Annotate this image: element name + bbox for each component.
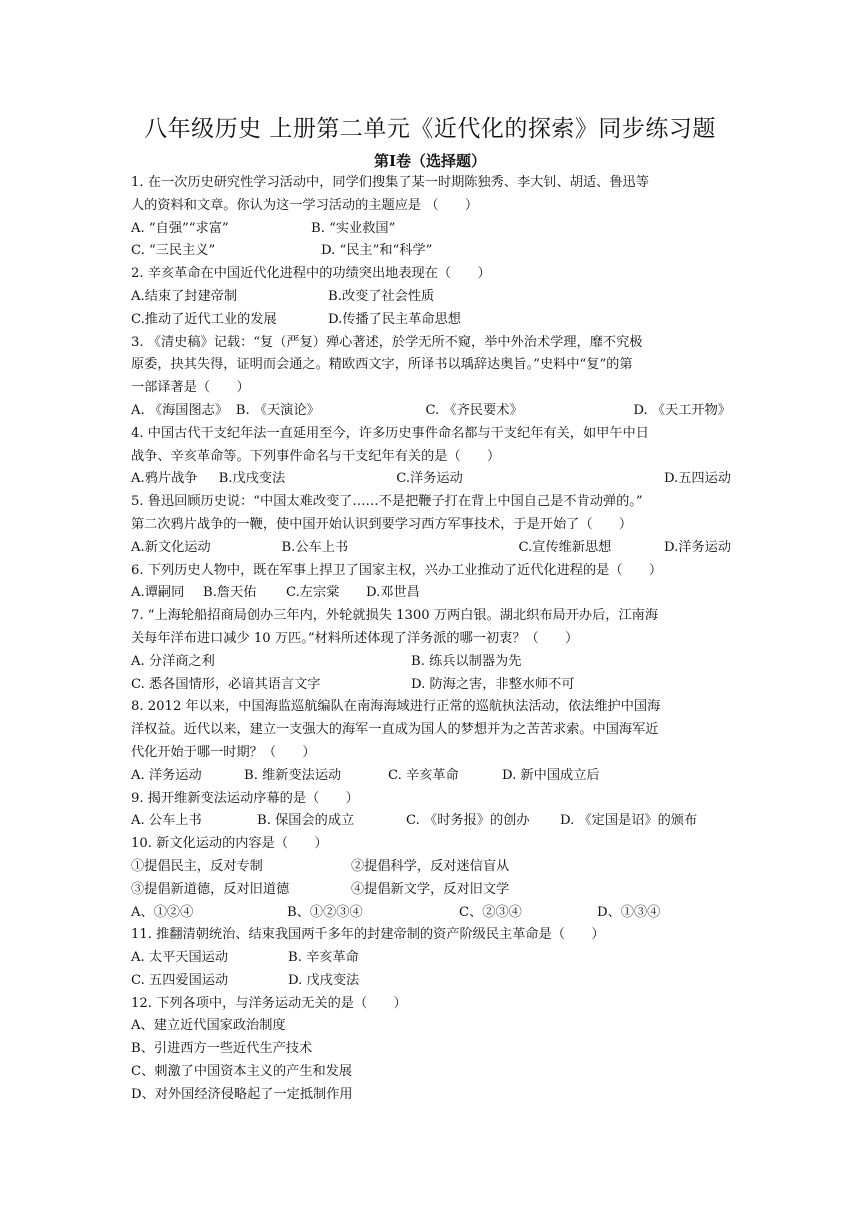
answer-option: B.改变了社会性质 <box>328 288 435 304</box>
option-row <box>131 674 731 697</box>
question-stem-line: 原委，抉其失得，证明而会通之。精欧西文字，所译书以瑀辞达奥旨。”史料中“复”的第 <box>131 357 633 373</box>
question-stem-line: 1. 在一次历史研究性学习活动中，同学们搜集了某一时期陈独秀、李大钊、胡适、鲁迅等 <box>131 175 649 190</box>
answer-option: B. “实业救国” <box>311 220 396 236</box>
question-stem-line: 洋权益。近代以来，建立一支强大的海军一直成为国人的梦想并为之苦苦求索。中国海军近 <box>131 722 659 738</box>
answer-option: A. 洋务运动 <box>131 767 202 783</box>
option-row <box>131 537 731 560</box>
answer-option: C. 《齐民要术》 <box>425 402 523 418</box>
answer-option: C. 辛亥革命 <box>388 767 459 783</box>
question-stem-line: 关每年洋布进口减少 10 万匹。”材料所述体现了洋务派的哪一初衷？（ ） <box>131 630 579 646</box>
question <box>131 491 731 559</box>
question <box>131 423 731 491</box>
answer-option: A、①②④ <box>131 904 194 920</box>
answer-option: D. “民主”和“科学” <box>321 243 433 259</box>
answer-option: C. 悉各国情形，必谙其语言文字 <box>131 676 321 692</box>
question-stem-line: 7. “上海轮船招商局创办三年内，外轮就损失 1300 万两白银。湖北织布局开办后，江南海 <box>131 608 659 624</box>
option-row <box>131 651 731 674</box>
question <box>131 605 731 696</box>
document-title: 八年级历史 上册第二单元《近代化的探索》同步练习题 <box>144 116 716 142</box>
question <box>131 332 731 423</box>
answer-option: D.传播了民主革命思想 <box>328 311 461 327</box>
answer-option: C、②③④ <box>459 904 522 920</box>
answer-option: C. 五四爱国运动 <box>131 972 229 988</box>
option-row <box>131 947 731 970</box>
question-stem-line: 11. 推翻清朝统治、结束我国两千多年的封建帝制的资产阶级民主革命是（ ） <box>131 927 605 943</box>
answer-option: ④提倡新文学，反对旧文学 <box>351 881 510 897</box>
answer-option: B. 练兵以制器为先 <box>411 653 522 669</box>
question-stem-line: 10. 新文化运动的内容是（ ） <box>131 836 328 852</box>
answer-option: C.洋务运动 <box>396 471 463 487</box>
question-stem-line: 一部译著是（ ） <box>131 380 250 396</box>
answer-option: A、建立近代国家政治制度 <box>131 1018 286 1034</box>
option-row <box>131 468 731 491</box>
question-stem-line: 3. 《清史稿》记载：“复（严复）殚心著述，於学无所不窥，举中外治术学理，靡不究极 <box>131 334 643 350</box>
answer-option: B.公车上书 <box>281 539 349 555</box>
option-row <box>131 879 731 902</box>
answer-option: D. 《天工开物》 <box>633 402 731 418</box>
answer-option: A.新文化运动 <box>131 539 211 555</box>
option-row <box>131 218 731 241</box>
answer-option: A. 太平天国运动 <box>131 950 229 966</box>
answer-option: C、刺激了中国资本主义的产生和发展 <box>131 1064 353 1080</box>
answer-option: B、①②③④ <box>287 904 363 920</box>
answer-option: B、引进西方一些近代生产技术 <box>131 1041 313 1057</box>
option-row <box>131 309 731 332</box>
question-stem-line: 代化开始于哪一时期？（ ） <box>131 744 316 760</box>
answer-option: D.邓世昌 <box>366 585 420 601</box>
option-row <box>131 1061 731 1084</box>
option-row <box>131 1084 731 1107</box>
question-stem-line: 4. 中国古代干支纪年法一直延用至今，许多历史事件命名都与干支纪年有关，如甲午中日 <box>131 425 649 441</box>
answer-option: D. 新中国成立后 <box>502 767 600 783</box>
section-heading: 第Ⅰ卷（选择题） <box>373 152 487 170</box>
question <box>131 788 731 834</box>
answer-option: C. 《时务报》的创办 <box>406 813 530 829</box>
question-list <box>131 172 731 1107</box>
answer-option: B. 保国会的成立 <box>257 813 355 829</box>
answer-option: C.推动了近代工业的发展 <box>131 311 277 327</box>
question <box>131 833 731 924</box>
question-stem-line: 第二次鸦片战争的一鞭，使中国开始认识到要学习西方军事技术，于是开始了（ ） <box>131 516 633 532</box>
answer-option: C.左宗棠 <box>286 585 340 601</box>
answer-option: B.戊戌变法 <box>218 471 286 487</box>
answer-option: A.鸦片战争 <box>131 471 198 487</box>
answer-option: D.洋务运动 <box>663 539 732 555</box>
question-stem-line: 人的资料和文章。你认为这一学习活动的主题应是 （ ） <box>131 197 479 213</box>
answer-option: D. 《定国是诏》的颁布 <box>560 813 698 829</box>
answer-option: B.詹天佑 <box>203 585 257 601</box>
question-stem-line: 2. 辛亥革命在中国近代化进程中的功绩突出地表现在（ ） <box>131 266 491 282</box>
answer-option: B. 《天演论》 <box>235 402 320 418</box>
answer-option: B. 维新变法运动 <box>244 767 342 783</box>
question-stem-line: 6. 下列历史人物中，既在军事上捍卫了国家主权，兴办工业推动了近代化进程的是（ ） <box>131 562 663 578</box>
option-row <box>131 582 731 605</box>
question <box>131 263 731 331</box>
question-stem-line: 8. 2012 年以来，中国海监巡航编队在南海海域进行正常的巡航执法活动，依法维护中国海 <box>131 699 661 715</box>
option-row <box>131 765 731 788</box>
question <box>131 924 731 992</box>
question-stem-line: 12. 下列各项中，与洋务运动无关的是（ ） <box>131 995 407 1011</box>
answer-option: B. 辛亥革命 <box>288 950 359 966</box>
question <box>131 172 731 263</box>
answer-option: A. “自强”“求富” <box>131 220 229 236</box>
option-row <box>131 240 731 263</box>
question <box>131 560 731 606</box>
option-row <box>131 856 731 879</box>
option-row <box>131 400 731 423</box>
answer-option: ①提倡民主，反对专制 <box>131 858 263 874</box>
option-row <box>131 970 731 993</box>
question-stem-line: 5. 鲁迅回顾历史说：“中国太难改变了……不是把鞭子打在背上中国自己是不肯动弹的。” <box>131 494 643 510</box>
question-stem-line: 9. 揭开维新变法运动序幕的是（ ） <box>131 790 359 806</box>
answer-option: A.谭嗣同 <box>131 585 185 601</box>
answer-option: A. 《海国图志》 <box>131 402 229 418</box>
answer-option: ③提倡新道德，反对旧道德 <box>131 881 290 897</box>
question <box>131 696 731 787</box>
answer-option: D、①③④ <box>597 904 661 920</box>
answer-option: A.结束了封建帝制 <box>131 288 238 304</box>
option-row <box>131 902 731 925</box>
option-row <box>131 1038 731 1061</box>
question-stem-line: 战争、辛亥革命等。下列事件命名与干支纪年有关的是（ ） <box>131 448 501 464</box>
answer-option: D.五四运动 <box>663 471 731 487</box>
answer-option: D、对外国经济侵略起了一定抵制作用 <box>131 1086 353 1102</box>
answer-option: C. “三民主义” <box>131 243 216 259</box>
option-row <box>131 1015 731 1038</box>
answer-option: ②提倡科学，反对迷信盲从 <box>351 858 510 874</box>
question <box>131 993 731 1107</box>
answer-option: D. 戊戌变法 <box>288 972 360 988</box>
answer-option: D. 防海之害，非整水师不可 <box>411 676 575 692</box>
answer-option: A. 公车上书 <box>131 813 202 829</box>
answer-option: A. 分洋商之利 <box>131 653 215 669</box>
answer-option: C.宣传维新思想 <box>518 539 612 555</box>
option-row <box>131 286 731 309</box>
option-row <box>131 810 731 833</box>
